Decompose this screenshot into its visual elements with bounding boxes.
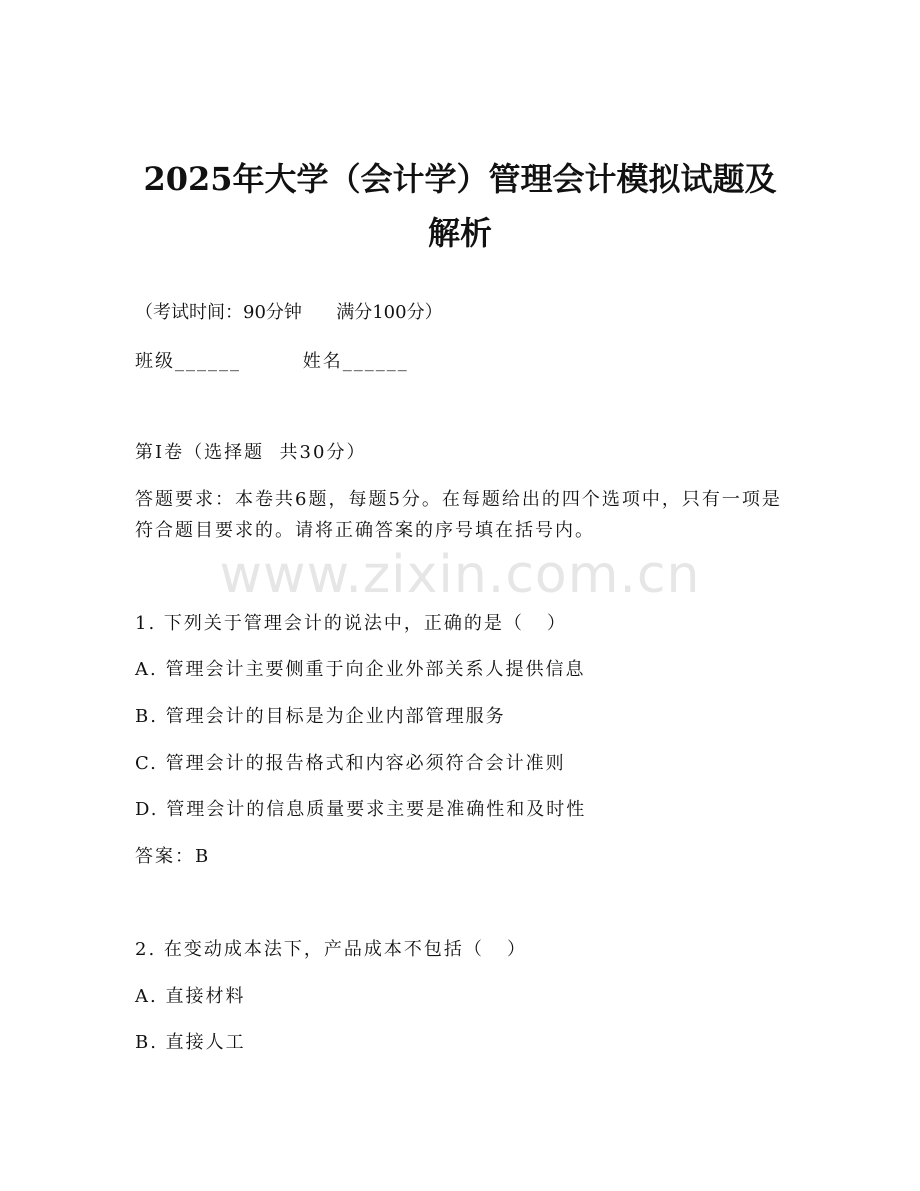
question-1-stem: 1. 下列关于管理会计的说法中，正确的是（ ） (135, 613, 568, 634)
question-1-option-a: A. 管理会计主要侧重于向企业外部关系人提供信息 (135, 659, 586, 680)
exam-info: （考试时间：90分钟 满分100分） (135, 302, 443, 323)
watermark: www.zixin.com.cn (219, 545, 701, 605)
question-2-option-b: B. 直接人工 (135, 1032, 246, 1053)
class-name-field: 班级______ 姓名______ (135, 351, 409, 372)
question-1-option-c: C. 管理会计的报告格式和内容必须符合会计准则 (135, 753, 566, 774)
document-title (0, 152, 920, 260)
question-1-answer: 答案：B (135, 846, 211, 867)
question-1-option-b: B. 管理会计的目标是为企业内部管理服务 (135, 706, 506, 727)
section-header: 第I卷（选择题 共30分） (135, 442, 367, 463)
instructions: 答题要求：本卷共6题，每题5分。在每题给出的四个选项中，只有一项是符合题目要求的。请将正确答案的序号填在括号内。 (135, 489, 782, 541)
question-1-option-d: D. 管理会计的信息质量要求主要是准确性和及时性 (135, 799, 587, 820)
question-2-option-a: A. 直接材料 (135, 986, 246, 1007)
title-line-1: 2025年大学（会计学）管理会计模拟试题及 (143, 160, 777, 198)
title-line-2: 解析 (427, 214, 492, 252)
question-2-stem: 2. 在变动成本法下，产品成本不包括（ ） (135, 939, 528, 960)
